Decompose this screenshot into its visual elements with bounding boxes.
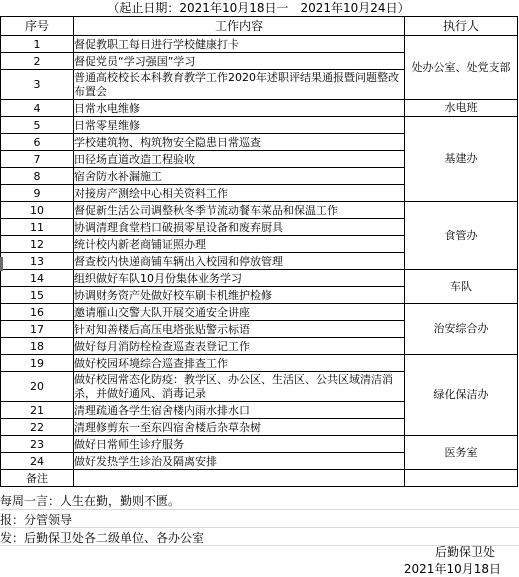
dept-canteen[interactable]: 食管办 [405, 202, 518, 270]
task-cell[interactable]: 邀请雁山交警大队开展交通安全讲座 [74, 304, 405, 321]
dept-clinic[interactable]: 医务室 [405, 436, 518, 470]
row-number: 10 [1, 202, 74, 219]
sheet-gridline [0, 509, 519, 510]
table-row[interactable] [1, 100, 518, 117]
table-row[interactable] [1, 436, 518, 453]
task-cell[interactable]: 协调清理食堂档口破损零星设备和废弃厨具 [74, 219, 405, 236]
dept-office[interactable]: 处办公室、处党支部 [405, 36, 518, 100]
table-row[interactable] [1, 304, 518, 321]
row-number: 12 [1, 236, 74, 253]
row-number: 4 [1, 100, 74, 117]
task-cell[interactable]: 做好日常师生诊疗服务 [74, 436, 405, 453]
date-range-title: （起止日期：2021年10月18日一 2021年10月24日） [107, 1, 410, 15]
remark-extra-cell[interactable] [405, 470, 518, 487]
row-number: 20 [1, 372, 74, 402]
row-number: 8 [1, 168, 74, 185]
task-cell[interactable]: 督查校内快递商铺车辆出入校园和停放管理 [74, 253, 405, 270]
task-cell[interactable]: 日常零星维修 [74, 117, 405, 134]
row-number: 22 [1, 419, 74, 436]
task-cell[interactable]: 督促党员“学习强国”学习 [74, 53, 405, 70]
dept-fleet[interactable]: 车队 [405, 270, 518, 304]
dept-greening[interactable]: 绿化保洁办 [405, 355, 518, 436]
header-no: 序号 [1, 17, 74, 36]
header-executor: 执行人 [405, 17, 518, 36]
task-cell[interactable]: 日常水电维修 [74, 100, 405, 117]
table-row[interactable] [1, 36, 518, 53]
remark-row[interactable] [1, 470, 518, 487]
task-cell[interactable]: 做好校园环境综合巡查排查工作 [74, 355, 405, 372]
work-schedule-table [0, 16, 518, 487]
row-number: 2 [1, 53, 74, 70]
row-number: 16 [1, 304, 74, 321]
task-cell[interactable]: 学校建筑物、构筑物安全隐患日常巡查 [74, 134, 405, 151]
row-number: 11 [1, 219, 74, 236]
task-cell[interactable]: 协调财务资产处做好校车刷卡机维护检修 [74, 287, 405, 304]
issue-date: 2021年10月18日 [403, 562, 501, 576]
task-cell[interactable]: 针对知善楼后高压电塔张贴警示标语 [74, 321, 405, 338]
row-number: 18 [1, 338, 74, 355]
distribution: 发：后勤保卫处各二级单位、各办公室 [0, 531, 205, 545]
row-marker [0, 257, 3, 271]
remark-label: 备注 [1, 470, 74, 487]
table-row[interactable] [1, 355, 518, 372]
row-number: 19 [1, 355, 74, 372]
row-number: 13 [1, 253, 74, 270]
row-number: 14 [1, 270, 74, 287]
table-row[interactable] [1, 270, 518, 287]
task-cell[interactable]: 做好发热学生诊治及隔离安排 [74, 453, 405, 470]
row-number: 7 [1, 151, 74, 168]
task-cell[interactable]: 统计校内新老商铺证照办理 [74, 236, 405, 253]
header-row [1, 17, 518, 36]
task-cell[interactable]: 宿舍防水补漏施工 [74, 168, 405, 185]
dept-construction[interactable]: 基建办 [405, 117, 518, 202]
task-cell[interactable]: 对接房产测绘中心相关资料工作 [74, 185, 405, 202]
dept-security[interactable]: 治安综合办 [405, 304, 518, 355]
task-cell[interactable]: 田径场直道改造工程验收 [74, 151, 405, 168]
issuer-signature: 后勤保卫处 [434, 545, 495, 559]
row-number: 5 [1, 117, 74, 134]
table-row[interactable] [1, 202, 518, 219]
row-number: 17 [1, 321, 74, 338]
task-cell[interactable]: 做好每月消防栓检查巡查表登记工作 [74, 338, 405, 355]
row-number: 9 [1, 185, 74, 202]
row-number: 21 [1, 402, 74, 419]
row-number: 6 [1, 134, 74, 151]
row-number: 23 [1, 436, 74, 453]
task-cell[interactable]: 组织做好车队10月份集体业务学习 [74, 270, 405, 287]
task-cell[interactable]: 普通高校校长本科教育教学工作2020年述职评结果通报暨问题整改布置会 [74, 70, 405, 100]
weekly-quote: 每周一言：人生在勤，勤则不匮。 [0, 494, 181, 508]
header-content: 工作内容 [74, 17, 405, 36]
remark-cell[interactable] [74, 470, 405, 487]
row-number: 15 [1, 287, 74, 304]
dept-utility[interactable]: 水电班 [405, 100, 518, 117]
task-cell[interactable]: 清理疏通各学生宿舍楼内雨水排水口 [74, 402, 405, 419]
task-cell[interactable]: 清理修剪东一至东四宿舍楼后杂草杂树 [74, 419, 405, 436]
task-cell[interactable]: 做好校园常态化防疫：教学区、办公区、生活区、公共区域清洁消杀，并做好通风、消毒记录 [74, 372, 405, 402]
table-row[interactable] [1, 117, 518, 134]
task-cell[interactable]: 督促新生活公司调整秋冬季节流动餐车菜品和保温工作 [74, 202, 405, 219]
row-number: 1 [1, 36, 74, 53]
row-number: 3 [1, 70, 74, 100]
task-cell[interactable]: 督促教职工每日进行学校健康打卡 [74, 36, 405, 53]
report-to: 报：分管领导 [0, 513, 73, 527]
row-number: 24 [1, 453, 74, 470]
